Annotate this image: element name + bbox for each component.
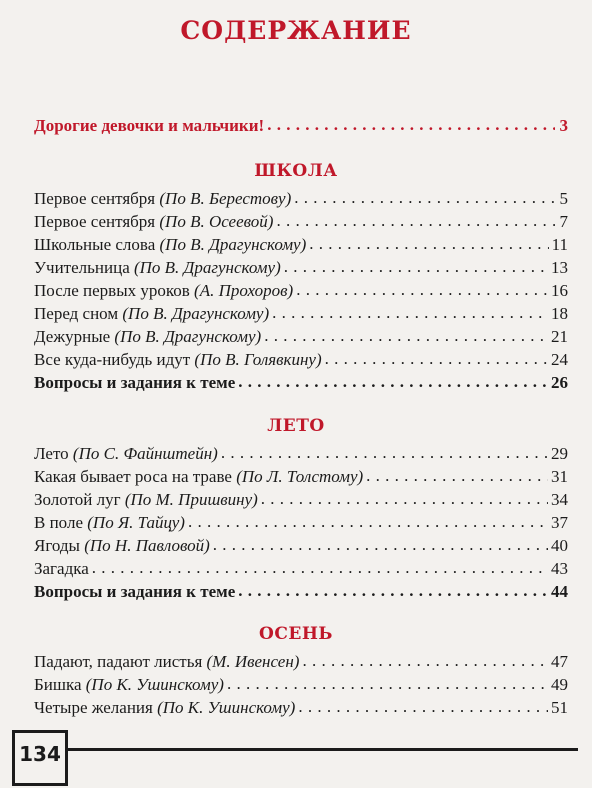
leader-dots [188, 511, 548, 533]
toc-entry-title: Дорогие девочки и мальчики! [34, 116, 265, 135]
toc-page-number: 3 [559, 116, 568, 135]
toc-entry-author: (По В. Драгунскому) [133, 258, 281, 277]
toc-entry [34, 234, 568, 256]
toc-page-number: 13 [551, 258, 568, 277]
leader-dots [284, 256, 548, 278]
toc-entry [34, 512, 568, 534]
toc-page-number: 24 [551, 350, 568, 369]
toc-entry-title: После первых уроков [34, 281, 190, 300]
toc-intro-row [34, 115, 568, 137]
toc-entry-title: Все куда-нибудь идут [34, 350, 191, 369]
leader-dots [302, 650, 548, 672]
leader-dots [221, 442, 548, 464]
toc-entry [34, 280, 568, 302]
toc-entry [34, 326, 568, 348]
toc-page-number: 16 [551, 281, 568, 300]
leader-dots [227, 673, 548, 695]
toc-entry [34, 188, 568, 210]
toc-entry [34, 443, 568, 465]
toc-entry-title: Учительница [34, 258, 130, 277]
toc-entry-author: (По В. Берестову) [159, 189, 292, 208]
toc-entry [34, 257, 568, 279]
toc-page-number: 34 [551, 490, 568, 509]
page-title: СОДЕРЖАНИЕ [180, 16, 412, 45]
toc-entry-title: Вопросы и задания к теме [34, 373, 236, 392]
toc-page-number: 29 [551, 444, 568, 463]
toc-entry-title: Какая бывает роса на траве [34, 467, 232, 486]
toc-page-number: 47 [551, 652, 568, 671]
toc-entry-author: (По В. Осеевой) [159, 212, 274, 231]
toc-entry-title: Вопросы и задания к теме [34, 582, 236, 601]
toc-page-number: 44 [551, 582, 568, 601]
page-number: 134 [19, 742, 61, 766]
section-heading-autumn: ОСЕНЬ [259, 624, 333, 644]
leader-dots [294, 187, 555, 209]
toc-entry-title: Ягоды [34, 536, 80, 555]
toc-entry-title: Падают, падают листья [34, 652, 203, 671]
toc-page-number: 51 [551, 698, 568, 717]
toc-entry-author: (По В. Драгунскому) [122, 304, 270, 323]
toc-questions-row [34, 581, 568, 603]
leader-dots [325, 348, 548, 370]
toc-entry [34, 466, 568, 488]
toc-page-number: 43 [551, 559, 568, 578]
toc-page-number: 5 [559, 189, 568, 208]
toc-entry-author: (По М. Пришвину) [124, 490, 258, 509]
toc-entry [34, 349, 568, 371]
toc-entry-title: Школьные слова [34, 235, 156, 254]
toc-entry-author: (По В. Голявкину) [194, 350, 322, 369]
toc-entry-title: Четыре желания [34, 698, 153, 717]
toc-entry-author: (По Я. Тайцу) [87, 513, 185, 532]
toc-entry-author: (По В. Драгунскому) [114, 327, 262, 346]
toc-entry-title: Перед сном [34, 304, 119, 323]
toc-entry-title: Золотой луг [34, 490, 121, 509]
section-heading-summer: ЛЕТО [267, 416, 325, 436]
toc-entry [34, 651, 568, 673]
toc-page-number: 7 [559, 212, 568, 231]
toc-page-number: 21 [551, 327, 568, 346]
leader-dots [309, 233, 548, 255]
leader-dots [276, 210, 555, 232]
toc-entry-title: В поле [34, 513, 83, 532]
toc-page-number: 26 [551, 373, 568, 392]
footer-rule [68, 748, 578, 751]
leader-dots [366, 465, 548, 487]
leader-dots [298, 696, 548, 718]
leader-dots [238, 371, 548, 393]
toc-entry [34, 535, 568, 557]
toc-entry-author: (По К. Ушинскому) [85, 675, 224, 694]
toc-page-number: 18 [551, 304, 568, 323]
toc-entry [34, 489, 568, 511]
leader-dots [213, 534, 548, 556]
toc-entry-author: (М. Ивенсен) [206, 652, 300, 671]
leader-dots [92, 557, 548, 579]
toc-page-number: 49 [551, 675, 568, 694]
toc-entry [34, 697, 568, 719]
toc-page-number: 11 [551, 235, 568, 254]
toc-entry [34, 303, 568, 325]
toc-entry-title: Загадка [34, 559, 89, 578]
toc-entry [34, 674, 568, 696]
leader-dots [296, 279, 548, 301]
toc-page-number: 31 [551, 467, 568, 486]
leader-dots [272, 302, 548, 324]
section-heading-school: ШКОЛА [254, 161, 338, 181]
toc-entry-title: Первое сентября [34, 212, 156, 231]
toc-page-number: 37 [551, 513, 568, 532]
toc-entry [34, 558, 568, 580]
leader-dots [264, 325, 548, 347]
toc-entry-author: (А. Прохоров) [194, 281, 294, 300]
toc-entry-author: (По Л. Толстому) [236, 467, 364, 486]
toc-entry [34, 211, 568, 233]
toc-entry-author: (По С. Файнштейн) [72, 444, 218, 463]
toc-page-number: 40 [551, 536, 568, 555]
toc-entry-author: (По В. Драгунскому) [159, 235, 307, 254]
toc-entry-title: Бишка [34, 675, 82, 694]
leader-dots [261, 488, 548, 510]
leader-dots [267, 114, 555, 136]
toc-entry-title: Первое сентября [34, 189, 156, 208]
leader-dots [238, 580, 548, 602]
toc-entry-title: Дежурные [34, 327, 111, 346]
toc-entry-author: (По Н. Павловой) [84, 536, 210, 555]
toc-questions-row [34, 372, 568, 394]
toc-entry-title: Лето [34, 444, 69, 463]
toc-entry-author: (По К. Ушинскому) [157, 698, 296, 717]
